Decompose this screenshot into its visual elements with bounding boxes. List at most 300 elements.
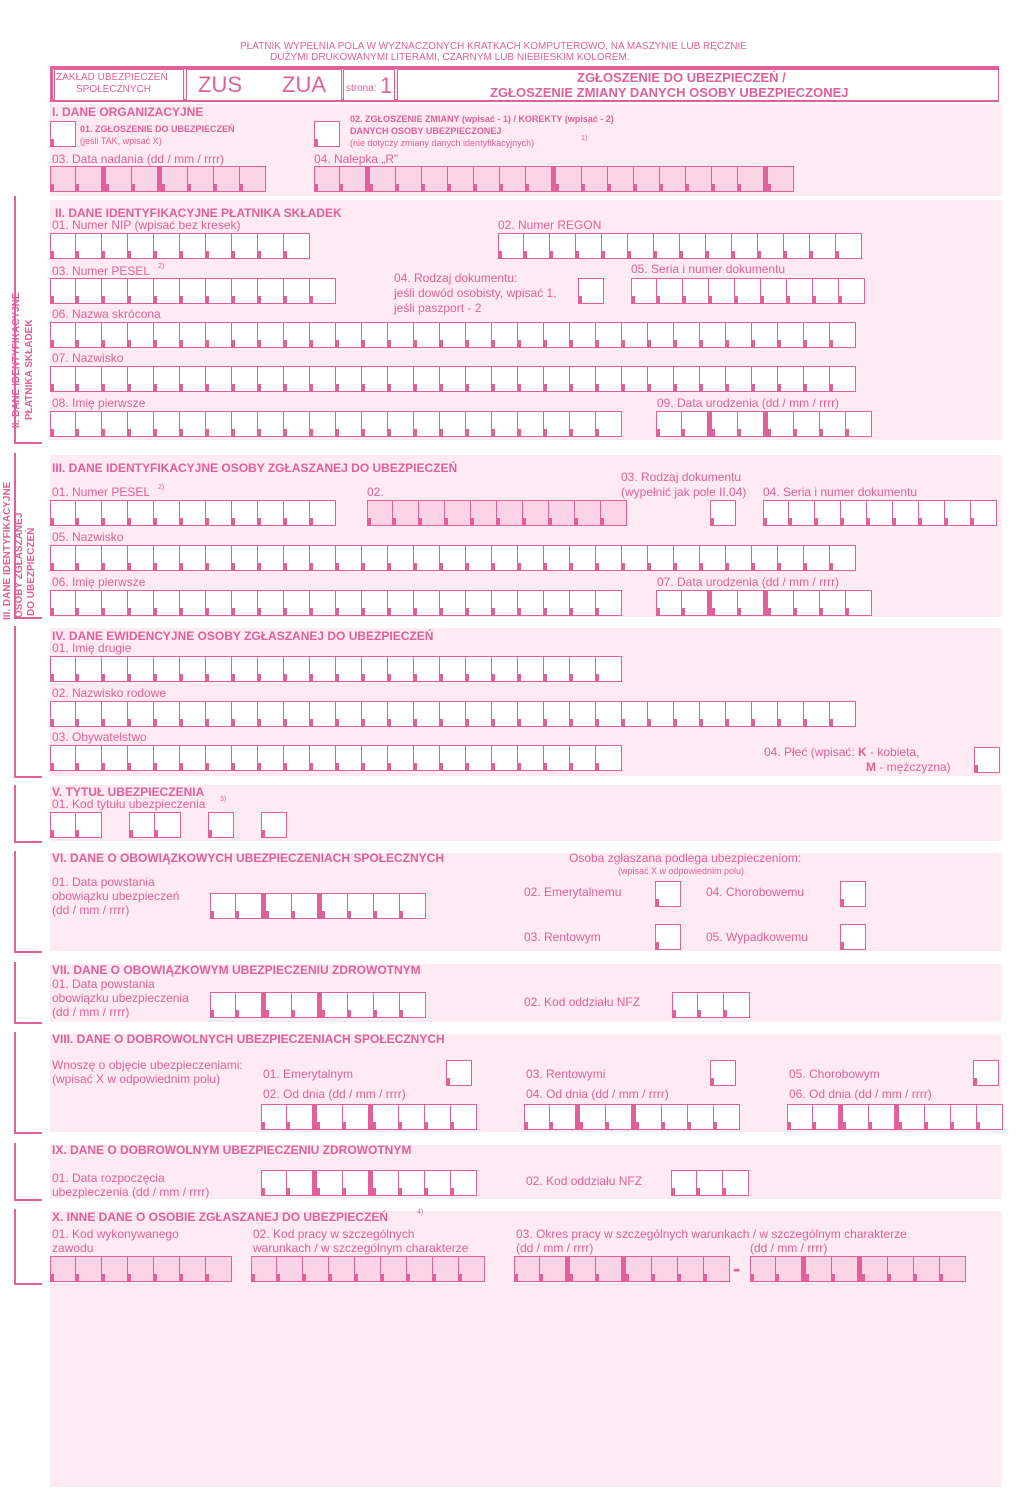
- input-cell[interactable]: [518, 366, 544, 392]
- input-cell[interactable]: [232, 233, 258, 259]
- input-cell[interactable]: [76, 322, 102, 348]
- input-cell[interactable]: [570, 745, 596, 771]
- input-cell[interactable]: [50, 233, 76, 259]
- input-cell[interactable]: [794, 411, 820, 437]
- input-cell[interactable]: [813, 1104, 839, 1130]
- input-cell[interactable]: [474, 166, 500, 192]
- input-cell[interactable]: [778, 545, 804, 571]
- input-cell[interactable]: [210, 893, 236, 919]
- input-cell[interactable]: [945, 500, 971, 526]
- input-cell[interactable]: [154, 411, 180, 437]
- input-cell[interactable]: [232, 500, 258, 526]
- input-cell[interactable]: [400, 893, 426, 919]
- input-cell[interactable]: [210, 992, 236, 1018]
- input-cell[interactable]: [399, 1170, 425, 1196]
- s2-doc-type-field[interactable]: [578, 278, 604, 304]
- input-cell[interactable]: [128, 500, 154, 526]
- input-cell[interactable]: [738, 411, 764, 437]
- input-cell[interactable]: [726, 366, 752, 392]
- input-cell[interactable]: [414, 545, 440, 571]
- input-cell[interactable]: [596, 1256, 622, 1282]
- s6-f05-box[interactable]: [840, 924, 866, 950]
- input-cell[interactable]: [206, 322, 232, 348]
- input-cell[interactable]: [869, 1104, 895, 1130]
- input-cell[interactable]: [258, 233, 284, 259]
- input-cell[interactable]: [180, 545, 206, 571]
- input-cell[interactable]: [236, 893, 262, 919]
- input-cell[interactable]: [362, 366, 388, 392]
- input-cell[interactable]: [636, 1104, 662, 1130]
- input-cell[interactable]: [540, 1256, 566, 1282]
- input-cell[interactable]: [518, 701, 544, 727]
- input-cell[interactable]: [656, 411, 682, 437]
- input-cell[interactable]: [763, 500, 789, 526]
- input-cell[interactable]: [724, 992, 750, 1018]
- input-cell[interactable]: [206, 411, 232, 437]
- input-cell[interactable]: [343, 1104, 369, 1130]
- input-cell[interactable]: [381, 1256, 407, 1282]
- input-cell[interactable]: [232, 545, 258, 571]
- s8-f01-box[interactable]: [446, 1060, 472, 1086]
- input-cell[interactable]: [129, 812, 155, 838]
- input-cell[interactable]: [50, 656, 76, 682]
- input-cell[interactable]: [544, 656, 570, 682]
- input-cell[interactable]: [544, 322, 570, 348]
- s10-period-to-date[interactable]: [750, 1256, 966, 1282]
- input-cell[interactable]: [336, 590, 362, 616]
- input-cell[interactable]: [310, 278, 336, 304]
- input-cell[interactable]: [674, 545, 700, 571]
- input-cell[interactable]: [492, 322, 518, 348]
- input-cell[interactable]: [374, 893, 400, 919]
- input-cell[interactable]: [284, 278, 310, 304]
- input-cell[interactable]: [471, 500, 497, 526]
- input-cell[interactable]: [655, 924, 681, 950]
- input-cell[interactable]: [813, 278, 839, 304]
- s3-surname-field[interactable]: [50, 545, 856, 571]
- input-cell[interactable]: [606, 1104, 632, 1130]
- input-cell[interactable]: [128, 1256, 154, 1282]
- input-cell[interactable]: [657, 278, 683, 304]
- input-cell[interactable]: [154, 590, 180, 616]
- input-cell[interactable]: [314, 121, 340, 147]
- input-cell[interactable]: [752, 366, 778, 392]
- s8-f04-date[interactable]: [524, 1104, 740, 1130]
- input-cell[interactable]: [393, 500, 419, 526]
- input-cell[interactable]: [50, 500, 76, 526]
- input-cell[interactable]: [355, 1256, 381, 1282]
- input-cell[interactable]: [674, 366, 700, 392]
- input-cell[interactable]: [180, 701, 206, 727]
- input-cell[interactable]: [888, 1256, 914, 1282]
- s9-nfz-field[interactable]: [671, 1170, 749, 1196]
- s9-f01-date[interactable]: [261, 1170, 477, 1196]
- input-cell[interactable]: [451, 1170, 477, 1196]
- input-cell[interactable]: [466, 745, 492, 771]
- input-cell[interactable]: [284, 656, 310, 682]
- input-cell[interactable]: [804, 322, 830, 348]
- input-cell[interactable]: [787, 1104, 813, 1130]
- input-cell[interactable]: [317, 1104, 343, 1130]
- input-cell[interactable]: [596, 366, 622, 392]
- input-cell[interactable]: [466, 656, 492, 682]
- input-cell[interactable]: [154, 233, 180, 259]
- input-cell[interactable]: [582, 166, 608, 192]
- input-cell[interactable]: [367, 500, 393, 526]
- input-cell[interactable]: [236, 992, 262, 1018]
- input-cell[interactable]: [258, 590, 284, 616]
- input-cell[interactable]: [128, 366, 154, 392]
- input-cell[interactable]: [836, 233, 862, 259]
- input-cell[interactable]: [914, 1256, 940, 1282]
- input-cell[interactable]: [662, 1104, 688, 1130]
- input-cell[interactable]: [919, 500, 945, 526]
- s10-period-from-date[interactable]: [514, 1256, 730, 1282]
- input-cell[interactable]: [492, 411, 518, 437]
- input-cell[interactable]: [570, 411, 596, 437]
- input-cell[interactable]: [500, 166, 526, 192]
- input-cell[interactable]: [154, 500, 180, 526]
- s3-birth-date-field[interactable]: [656, 590, 872, 616]
- input-cell[interactable]: [419, 500, 445, 526]
- input-cell[interactable]: [492, 366, 518, 392]
- input-cell[interactable]: [440, 322, 466, 348]
- input-cell[interactable]: [317, 1170, 343, 1196]
- s2-short-name-field[interactable]: [50, 322, 856, 348]
- input-cell[interactable]: [261, 812, 287, 838]
- input-cell[interactable]: [206, 1256, 232, 1282]
- input-cell[interactable]: [180, 656, 206, 682]
- input-cell[interactable]: [706, 233, 732, 259]
- input-cell[interactable]: [518, 656, 544, 682]
- input-cell[interactable]: [492, 701, 518, 727]
- input-cell[interactable]: [414, 656, 440, 682]
- s4-family-name-field[interactable]: [50, 701, 856, 727]
- input-cell[interactable]: [310, 322, 336, 348]
- input-cell[interactable]: [180, 590, 206, 616]
- input-cell[interactable]: [832, 1256, 858, 1282]
- input-cell[interactable]: [466, 590, 492, 616]
- input-cell[interactable]: [76, 500, 102, 526]
- input-cell[interactable]: [820, 590, 846, 616]
- input-cell[interactable]: [451, 1104, 477, 1130]
- input-cell[interactable]: [784, 233, 810, 259]
- input-cell[interactable]: [789, 500, 815, 526]
- input-cell[interactable]: [284, 745, 310, 771]
- input-cell[interactable]: [310, 701, 336, 727]
- input-cell[interactable]: [154, 656, 180, 682]
- input-cell[interactable]: [128, 411, 154, 437]
- input-cell[interactable]: [102, 1256, 128, 1282]
- input-cell[interactable]: [102, 590, 128, 616]
- input-cell[interactable]: [925, 1104, 951, 1130]
- input-cell[interactable]: [180, 278, 206, 304]
- input-cell[interactable]: [492, 545, 518, 571]
- input-cell[interactable]: [446, 1060, 472, 1086]
- input-cell[interactable]: [575, 500, 601, 526]
- input-cell[interactable]: [362, 411, 388, 437]
- input-cell[interactable]: [776, 1256, 802, 1282]
- input-cell[interactable]: [544, 745, 570, 771]
- input-cell[interactable]: [778, 366, 804, 392]
- input-cell[interactable]: [758, 233, 784, 259]
- input-cell[interactable]: [374, 992, 400, 1018]
- input-cell[interactable]: [768, 590, 794, 616]
- input-cell[interactable]: [787, 278, 813, 304]
- input-cell[interactable]: [654, 233, 680, 259]
- input-cell[interactable]: [576, 233, 602, 259]
- input-cell[interactable]: [794, 590, 820, 616]
- input-cell[interactable]: [370, 166, 396, 192]
- input-cell[interactable]: [674, 322, 700, 348]
- input-cell[interactable]: [232, 411, 258, 437]
- input-cell[interactable]: [466, 366, 492, 392]
- input-cell[interactable]: [180, 1256, 206, 1282]
- input-cell[interactable]: [102, 656, 128, 682]
- input-cell[interactable]: [655, 881, 681, 907]
- input-cell[interactable]: [466, 701, 492, 727]
- input-cell[interactable]: [698, 992, 724, 1018]
- input-cell[interactable]: [336, 545, 362, 571]
- input-cell[interactable]: [266, 893, 292, 919]
- input-cell[interactable]: [752, 545, 778, 571]
- input-cell[interactable]: [284, 701, 310, 727]
- input-cell[interactable]: [656, 590, 682, 616]
- input-cell[interactable]: [362, 701, 388, 727]
- input-cell[interactable]: [76, 812, 102, 838]
- input-cell[interactable]: [284, 322, 310, 348]
- input-cell[interactable]: [154, 701, 180, 727]
- input-cell[interactable]: [284, 500, 310, 526]
- input-cell[interactable]: [154, 545, 180, 571]
- input-cell[interactable]: [843, 1104, 869, 1130]
- input-cell[interactable]: [232, 366, 258, 392]
- input-cell[interactable]: [556, 166, 582, 192]
- input-cell[interactable]: [180, 322, 206, 348]
- s3-first-name-field[interactable]: [50, 590, 622, 616]
- input-cell[interactable]: [284, 366, 310, 392]
- s6-f04-box[interactable]: [840, 881, 866, 907]
- input-cell[interactable]: [977, 1104, 1003, 1130]
- input-cell[interactable]: [544, 411, 570, 437]
- input-cell[interactable]: [310, 366, 336, 392]
- input-cell[interactable]: [206, 366, 232, 392]
- input-cell[interactable]: [523, 500, 549, 526]
- input-cell[interactable]: [128, 545, 154, 571]
- input-cell[interactable]: [648, 545, 674, 571]
- input-cell[interactable]: [180, 411, 206, 437]
- input-cell[interactable]: [524, 233, 550, 259]
- input-cell[interactable]: [697, 1170, 723, 1196]
- input-cell[interactable]: [206, 656, 232, 682]
- s6-f02-box[interactable]: [655, 881, 681, 907]
- s4-sex-field[interactable]: [974, 747, 1000, 773]
- input-cell[interactable]: [258, 545, 284, 571]
- input-cell[interactable]: [50, 322, 76, 348]
- input-cell[interactable]: [76, 366, 102, 392]
- input-cell[interactable]: [232, 656, 258, 682]
- input-cell[interactable]: [596, 590, 622, 616]
- input-cell[interactable]: [76, 278, 102, 304]
- input-cell[interactable]: [440, 411, 466, 437]
- input-cell[interactable]: [704, 1256, 730, 1282]
- input-cell[interactable]: [76, 545, 102, 571]
- input-cell[interactable]: [128, 233, 154, 259]
- input-cell[interactable]: [544, 590, 570, 616]
- input-cell[interactable]: [284, 545, 310, 571]
- s2-regon-field[interactable]: [498, 233, 862, 259]
- input-cell[interactable]: [846, 411, 872, 437]
- input-cell[interactable]: [862, 1256, 888, 1282]
- input-cell[interactable]: [362, 745, 388, 771]
- input-cell[interactable]: [445, 500, 471, 526]
- input-cell[interactable]: [50, 1256, 76, 1282]
- input-cell[interactable]: [804, 366, 830, 392]
- input-cell[interactable]: [336, 656, 362, 682]
- input-cell[interactable]: [50, 545, 76, 571]
- input-cell[interactable]: [50, 812, 76, 838]
- input-cell[interactable]: [425, 1170, 451, 1196]
- input-cell[interactable]: [206, 233, 232, 259]
- input-cell[interactable]: [622, 366, 648, 392]
- input-cell[interactable]: [343, 1170, 369, 1196]
- input-cell[interactable]: [596, 322, 622, 348]
- input-cell[interactable]: [336, 322, 362, 348]
- input-cell[interactable]: [76, 1256, 102, 1282]
- s3-pesel-field[interactable]: [50, 500, 336, 526]
- input-cell[interactable]: [261, 1104, 287, 1130]
- input-cell[interactable]: [154, 745, 180, 771]
- input-cell[interactable]: [682, 411, 708, 437]
- input-cell[interactable]: [498, 233, 524, 259]
- input-cell[interactable]: [180, 745, 206, 771]
- input-cell[interactable]: [336, 411, 362, 437]
- input-cell[interactable]: [206, 701, 232, 727]
- input-cell[interactable]: [631, 278, 657, 304]
- input-cell[interactable]: [414, 701, 440, 727]
- input-cell[interactable]: [448, 166, 474, 192]
- input-cell[interactable]: [287, 1170, 313, 1196]
- input-cell[interactable]: [76, 166, 102, 192]
- input-cell[interactable]: [162, 166, 188, 192]
- input-cell[interactable]: [518, 545, 544, 571]
- input-cell[interactable]: [732, 233, 758, 259]
- s3-doc-number-field[interactable]: [763, 500, 997, 526]
- input-cell[interactable]: [570, 366, 596, 392]
- input-cell[interactable]: [672, 992, 698, 1018]
- input-cell[interactable]: [50, 411, 76, 437]
- input-cell[interactable]: [362, 656, 388, 682]
- input-cell[interactable]: [608, 166, 634, 192]
- input-cell[interactable]: [310, 545, 336, 571]
- input-cell[interactable]: [314, 166, 340, 192]
- input-cell[interactable]: [674, 701, 700, 727]
- input-cell[interactable]: [76, 656, 102, 682]
- input-cell[interactable]: [714, 1104, 740, 1130]
- input-cell[interactable]: [50, 745, 76, 771]
- s1-f01-box[interactable]: [50, 121, 76, 147]
- input-cell[interactable]: [700, 545, 726, 571]
- input-cell[interactable]: [841, 500, 867, 526]
- input-cell[interactable]: [750, 1256, 776, 1282]
- s1-f02-box[interactable]: [314, 121, 340, 147]
- input-cell[interactable]: [388, 745, 414, 771]
- input-cell[interactable]: [154, 1256, 180, 1282]
- input-cell[interactable]: [180, 500, 206, 526]
- input-cell[interactable]: [258, 411, 284, 437]
- input-cell[interactable]: [102, 411, 128, 437]
- s3-f02-field[interactable]: [367, 500, 627, 526]
- input-cell[interactable]: [373, 1170, 399, 1196]
- input-cell[interactable]: [102, 745, 128, 771]
- input-cell[interactable]: [362, 322, 388, 348]
- input-cell[interactable]: [723, 1170, 749, 1196]
- input-cell[interactable]: [840, 881, 866, 907]
- s4-citizenship-field[interactable]: [50, 745, 622, 771]
- input-cell[interactable]: [839, 278, 865, 304]
- input-cell[interactable]: [251, 1256, 277, 1282]
- s10-special-work-code-field[interactable]: [251, 1256, 485, 1282]
- input-cell[interactable]: [700, 322, 726, 348]
- input-cell[interactable]: [180, 233, 206, 259]
- input-cell[interactable]: [50, 166, 76, 192]
- s8-f06-date[interactable]: [787, 1104, 1003, 1130]
- input-cell[interactable]: [492, 656, 518, 682]
- input-cell[interactable]: [232, 322, 258, 348]
- s5-title-code-part-3[interactable]: [208, 812, 234, 838]
- input-cell[interactable]: [258, 701, 284, 727]
- input-cell[interactable]: [388, 656, 414, 682]
- input-cell[interactable]: [232, 745, 258, 771]
- input-cell[interactable]: [526, 166, 552, 192]
- input-cell[interactable]: [310, 656, 336, 682]
- input-cell[interactable]: [518, 590, 544, 616]
- input-cell[interactable]: [414, 411, 440, 437]
- input-cell[interactable]: [128, 745, 154, 771]
- s6-f03-box[interactable]: [655, 924, 681, 950]
- input-cell[interactable]: [738, 590, 764, 616]
- input-cell[interactable]: [240, 166, 266, 192]
- input-cell[interactable]: [292, 893, 318, 919]
- input-cell[interactable]: [735, 278, 761, 304]
- input-cell[interactable]: [570, 701, 596, 727]
- input-cell[interactable]: [846, 590, 872, 616]
- input-cell[interactable]: [466, 411, 492, 437]
- input-cell[interactable]: [830, 366, 856, 392]
- input-cell[interactable]: [726, 545, 752, 571]
- input-cell[interactable]: [601, 500, 627, 526]
- input-cell[interactable]: [899, 1104, 925, 1130]
- input-cell[interactable]: [284, 233, 310, 259]
- input-cell[interactable]: [232, 590, 258, 616]
- input-cell[interactable]: [440, 745, 466, 771]
- input-cell[interactable]: [660, 166, 686, 192]
- input-cell[interactable]: [310, 500, 336, 526]
- input-cell[interactable]: [570, 590, 596, 616]
- input-cell[interactable]: [596, 701, 622, 727]
- s2-nip-field[interactable]: [50, 233, 310, 259]
- input-cell[interactable]: [815, 500, 841, 526]
- input-cell[interactable]: [388, 590, 414, 616]
- input-cell[interactable]: [261, 1170, 287, 1196]
- input-cell[interactable]: [840, 924, 866, 950]
- input-cell[interactable]: [76, 233, 102, 259]
- input-cell[interactable]: [700, 701, 726, 727]
- input-cell[interactable]: [258, 322, 284, 348]
- input-cell[interactable]: [578, 278, 604, 304]
- input-cell[interactable]: [710, 500, 736, 526]
- input-cell[interactable]: [440, 590, 466, 616]
